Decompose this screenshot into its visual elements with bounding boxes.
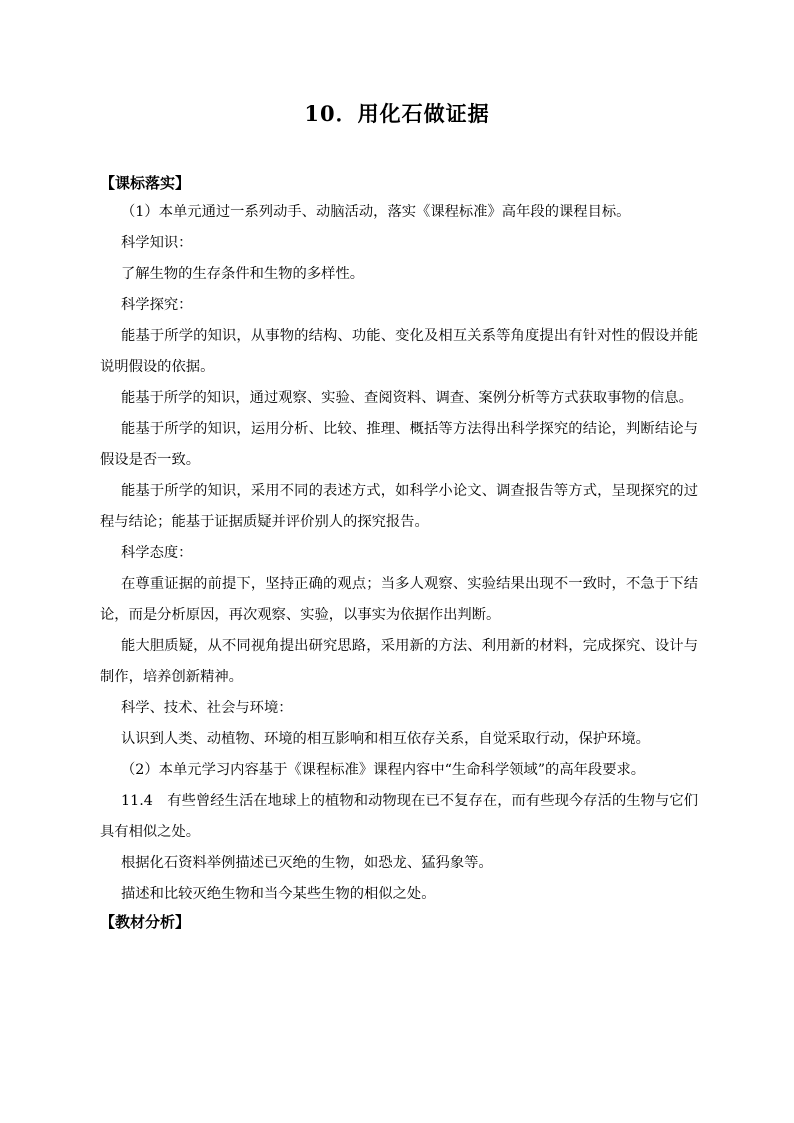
page-title: 10．用化石做证据 [304, 101, 490, 126]
paragraph: （1）本单元通过一系列动手、动脑活动，落实《课程标准》高年段的课程目标。 [121, 204, 631, 220]
section-textbook-analysis [100, 909, 698, 936]
document-body [100, 170, 698, 936]
paragraph: 科学探究： [121, 297, 193, 313]
paragraph: 能基于所学的知识，从事物的结构、功能、变化及相互关系等角度提出有针对性的假设并能说明假设的依据。 [100, 328, 698, 375]
paragraph: 根据化石资料举例描述已灭绝的生物，如恐龙、猛犸象等。 [121, 855, 493, 871]
paragraph: 科学态度： [121, 545, 193, 561]
paragraph: 能大胆质疑，从不同视角提出研究思路，采用新的方法、利用新的材料，完成探究、设计与制作，培养创新精神。 [100, 638, 698, 685]
paragraph: 11.4 有些曾经生活在地球上的植物和动物现在已不复存在，而有些现今存活的生物与它们具有相似之处。 [100, 793, 698, 840]
paragraph: 能基于所学的知识，运用分析、比较、推理、概括等方法得出科学探究的结论，判断结论与假设是否一致。 [100, 421, 698, 468]
section-heading: 【教材分析】 [100, 913, 191, 931]
paragraph: 在尊重证据的前提下，坚持正确的观点；当多人观察、实验结果出现不一致时，不急于下结论，而是分析原因，再次观察、实验，以事实为依据作出判断。 [100, 576, 698, 623]
section-heading: 【课标落实】 [100, 174, 191, 192]
paragraph: 科学、技术、社会与环境： [121, 700, 293, 716]
paragraph: 能基于所学的知识，采用不同的表述方式，如科学小论文、调查报告等方式，呈现探究的过程与结论；能基于证据质疑并评价别人的探究报告。 [100, 483, 698, 530]
paragraph: 能基于所学的知识，通过观察、实验、查阅资料、调查、案例分析等方式获取事物的信息。 [121, 390, 693, 406]
paragraph: （2）本单元学习内容基于《课程标准》课程内容中“生命科学领域”的高年段要求。 [121, 762, 646, 778]
section-curriculum [100, 170, 698, 909]
paragraph: 认识到人类、动植物、环境的相互影响和相互依存关系，自觉采取行动，保护环境。 [121, 731, 650, 747]
paragraph: 科学知识： [121, 235, 193, 251]
paragraph: 描述和比较灭绝生物和当今某些生物的相似之处。 [121, 886, 436, 902]
paragraph: 了解生物的生存条件和生物的多样性。 [121, 266, 365, 282]
